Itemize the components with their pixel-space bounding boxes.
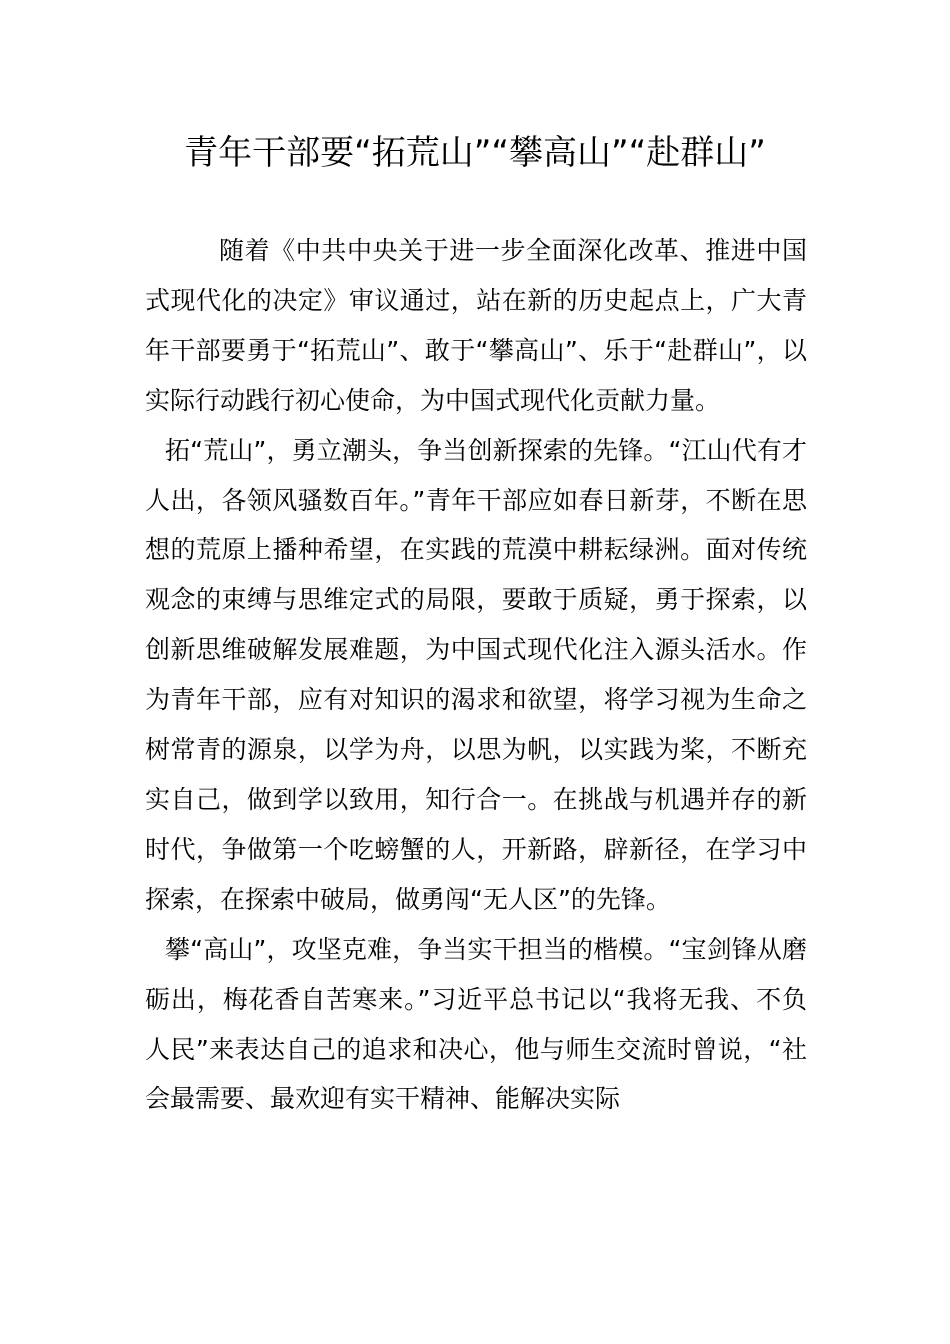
document-title: 青年干部要“拓荒山”“攀高山”“赴群山” (184, 133, 766, 173)
paragraph-tuo-huangshan: 拓“荒山”，勇立潮头，争当创新探索的先锋。“江山代有才人出，各领风骚数百年。”青年干部应如春日新芽，不断在思想的荒原上播种希望，在实践的荒漠中耕耘绿洲。面对传统观念的束缚与思维定式的局限，要敢于质疑，勇于探索，以创新思维破解发展难题，为中国式现代化注入源头活水。作为青年干部，应有对知识的渴求和欲望，将学习视为生命之树常青的源泉，以学为舟，以思为帆，以实践为桨，不断充实自己，做到学以致用，知行合一。在挑战与机遇并存的新时代，争做第一个吃螃蟹的人，开新路，辟新径，在学习中探索，在探索中破局，做勇闯“无人区”的先锋。 (145, 435, 807, 914)
paragraph-pan-gaoshan: 攀“高山”，攻坚克难，争当实干担当的楷模。“宝剑锋从磨砺出，梅花香自苦寒来。”习近平总书记以“我将无我、不负人民”来表达自己的追求和决心，他与师生交流时曾说，“社会最需要、最欢迎有实干精神、能解决实际 (145, 934, 807, 1114)
paragraph-intro: 随着《中共中央关于进一步全面深化改革、推进中国式现代化的决定》审议通过，站在新的历史起点上，广大青年干部要勇于“拓荒山”、敢于“攀高山”、乐于“赴群山”，以实际行动践行初心使命，为中国式现代化贡献力量。 (145, 236, 807, 415)
document-body (145, 226, 807, 1124)
